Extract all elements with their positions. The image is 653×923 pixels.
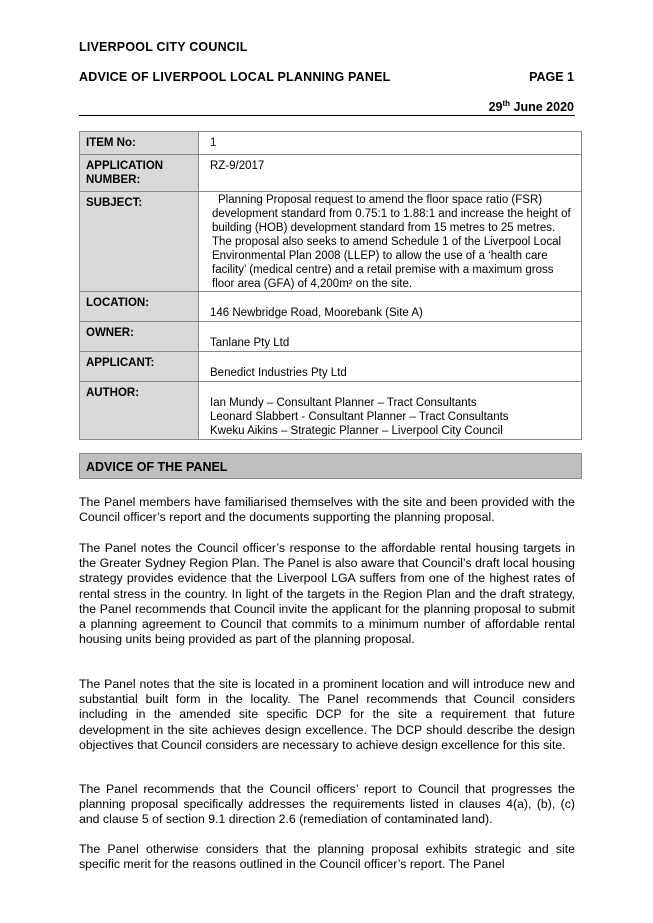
date-month-year: June 2020 [510,100,574,114]
subject-text: Planning Proposal request to amend the floor space ratio (FSR) development standard from 0.75:1 to 1.88:1 and increase the height of building (HOB) development standard from 15 metres to 25 metres. The proposal also seeks to amend Schedule 1 of the Liverpool Local Environmental Plan 2008 (LLEP) to allow the use of a ‘health care facility’ (medical centre) and a retail premise with a maximum gross floor area (GFA) of 4,200m² on the site. [212,194,571,290]
author-item: Ian Mundy – Consultant Planner – Tract Consultants [210,397,477,409]
document-title: ADVICE OF LIVERPOOL LOCAL PLANNING PANEL [79,70,391,84]
table-row [80,382,582,440]
author-item: Leonard Slabbert - Consultant Planner – Tract Consultants [210,411,509,423]
table-row [80,132,582,155]
table-row [80,322,582,352]
section-heading: ADVICE OF THE PANEL [79,453,582,479]
council-name: LIVERPOOL CITY COUNCIL [79,40,248,54]
owner-label: OWNER: [80,322,199,352]
date-suffix: th [502,99,511,108]
subject-label: SUBJECT: [80,192,199,292]
page-number: PAGE 1 [529,70,574,84]
applicant-label: APPLICANT: [80,352,199,382]
item-details-table [79,131,582,440]
author-list [199,382,582,440]
author-label: AUTHOR: [80,382,199,440]
author-item: Kweku Aikins – Strategic Planner – Liverpool City Council [210,425,503,437]
paragraph: The Panel notes that the site is located in a prominent location and will introduce new and substantial built form in the locality. The Panel recommends that Council considers including in the amended site specific DCP for the site a requirement that future development in the site achieves design excellence. The DCP should describe the design objectives that Council considers are necessary to achieve design excellence for this site. [79,677,575,752]
item-value: 1 [199,132,582,155]
subject-value [199,192,582,292]
location-label: LOCATION: [80,292,199,322]
applicant-value: Benedict Industries Pty Ltd [199,352,582,382]
location-value: 146 Newbridge Road, Moorebank (Site A) [199,292,582,322]
paragraph: The Panel notes the Council officer’s response to the affordable rental housing targets in the Greater Sydney Region Plan. The Panel is also aware that Council’s draft local housing strategy provides evidence that the Liverpool LGA suffers from one of the highest rates of rental stress in the country. In light of the targets in the Region Plan and the draft strategy, the Panel recommends that Council invite the applicant for the planning proposal to submit a planning agreement to Council that commits to a minimum number of affordable rental housing units being provided as part of the planning proposal. [79,541,575,647]
paragraph: The Panel recommends that the Council officers’ report to Council that progresses the planning proposal specifically addresses the requirements listed in clauses 4(a), (b), (c) and clause 5 of section 9.1 direction 2.6 (remediation of contaminated land). [79,782,575,827]
table-row [80,192,582,292]
table-row [80,352,582,382]
meeting-date [489,99,574,114]
item-label: ITEM No: [80,132,199,155]
application-value: RZ-9/2017 [199,155,582,192]
table-row [80,155,582,192]
paragraph: The Panel members have familiarised themselves with the site and been provided with the Council officer’s report and the documents supporting the planning proposal. [79,495,575,525]
date-day: 29 [488,100,503,114]
application-label: APPLICATION NUMBER: [80,155,199,192]
header-divider [79,115,575,116]
paragraph: The Panel otherwise considers that the planning proposal exhibits strategic and site specific merit for the reasons outlined in the Council officer’s report. The Panel [79,842,575,872]
table-row [80,292,582,322]
owner-value: Tanlane Pty Ltd [199,322,582,352]
